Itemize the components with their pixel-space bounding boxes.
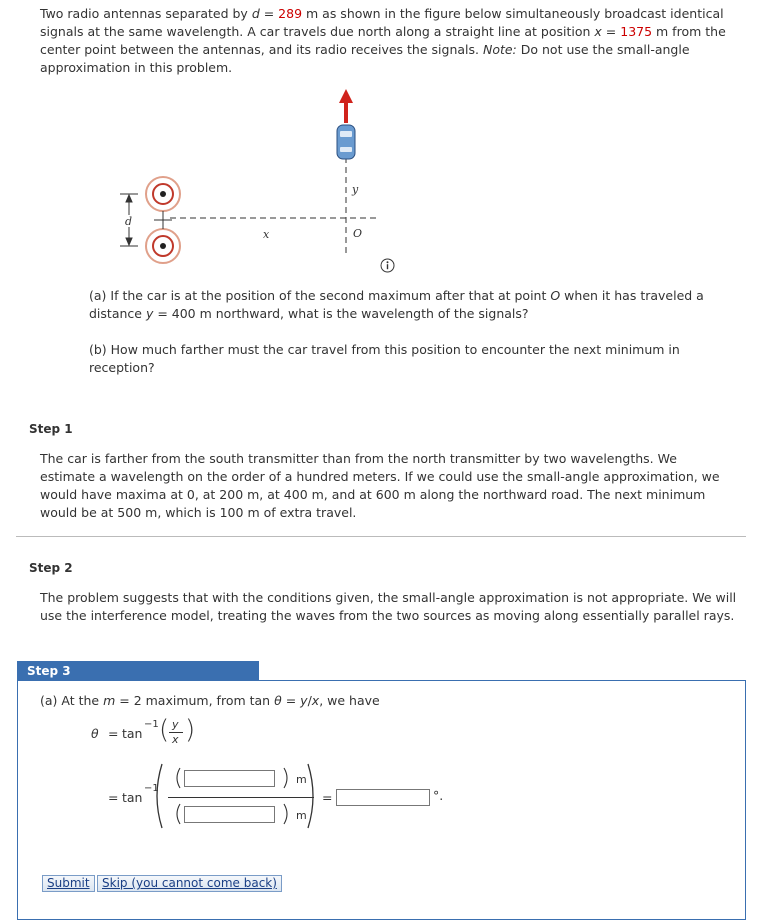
problem-line-3: center point between the antennas, and its radio receives the signals. Note: Do not use the small-angle: [40, 42, 690, 57]
eq1-right-paren: ): [185, 715, 196, 745]
angle-result-input[interactable]: [336, 789, 430, 806]
eq1-denominator: x: [172, 733, 179, 746]
eq1-numerator: y: [172, 718, 179, 731]
label-x: x: [263, 228, 270, 241]
problem-line-4: approximation in this problem.: [40, 60, 233, 75]
submit-button[interactable]: Submit: [42, 875, 95, 892]
label-d: d: [125, 215, 133, 228]
skip-button[interactable]: Skip (you cannot come back): [97, 875, 282, 892]
problem-statement: [40, 5, 740, 77]
step-2-label: Step 2: [29, 561, 73, 575]
label-o: O: [353, 227, 363, 240]
step-1-text: The car is farther from the south transmitter than from the north transmitter by two wavelengths. We estimate a wavelength on the order of a hundred meters. If we could use the small-angle approximation, we would have maxima at 0, at 200 m, at 400 m, and at 600 m along the northward road. The next minimum would be at 500 m, which is 100 m of extra travel.: [40, 451, 720, 520]
eq2-equals: =: [108, 790, 119, 805]
info-icon[interactable]: [380, 258, 395, 273]
eq1-superscript: −1: [144, 719, 159, 730]
x-value: 1375: [620, 24, 653, 39]
problem-line-1: Two radio antennas separated by d = 289 m as shown in the figure below simultaneously broadcast identical: [40, 6, 724, 21]
eq2-superscript: −1: [144, 783, 159, 794]
step-3-intro: (a) At the m = 2 maximum, from tan θ = y/x, we have: [40, 693, 380, 708]
part-b-question: (b) How much farther must the car travel from this position to encounter the next minimum in reception?: [89, 342, 680, 375]
degree-symbol: °.: [433, 788, 444, 803]
step-2-text: The problem suggests that with the conditions given, the small-angle approximation is not appropriate. We will use the interference model, treating the waves from the two sources as moving along essentially parallel rays.: [40, 590, 737, 623]
car-icon: [337, 125, 355, 159]
eq1-theta: θ: [91, 726, 99, 741]
north-antenna: [146, 177, 180, 211]
eq1-equals: =: [108, 726, 119, 741]
numerator-input[interactable]: [184, 770, 275, 787]
label-y: y: [352, 183, 359, 196]
eq1-tan: tan: [122, 726, 143, 741]
antenna-figure: [110, 85, 390, 275]
divider: [16, 536, 746, 537]
eq2-fraction-bar: [168, 797, 314, 798]
step-1-label: Step 1: [29, 422, 73, 436]
eq2-tan: tan: [122, 790, 143, 805]
north-arrow-icon: [339, 89, 353, 123]
d-value: 289: [278, 6, 303, 21]
unit-m-bottom: m: [296, 809, 307, 822]
part-a-question: (a) If the car is at the position of the second maximum after that at point O when it has traveled a distance y = 400 m northward, what is the wavelength of the signals?: [89, 288, 704, 321]
denominator-input[interactable]: [184, 806, 275, 823]
eq2-equals-2: =: [322, 790, 333, 805]
step-3-tab: Step 3: [17, 661, 259, 681]
problem-line-2: signals at the same wavelength. A car travels due north along a straight line at position x = 1375 m from the: [40, 24, 726, 39]
eq1-left-paren: (: [159, 715, 170, 745]
south-antenna: [146, 229, 180, 263]
unit-m-top: m: [296, 773, 307, 786]
